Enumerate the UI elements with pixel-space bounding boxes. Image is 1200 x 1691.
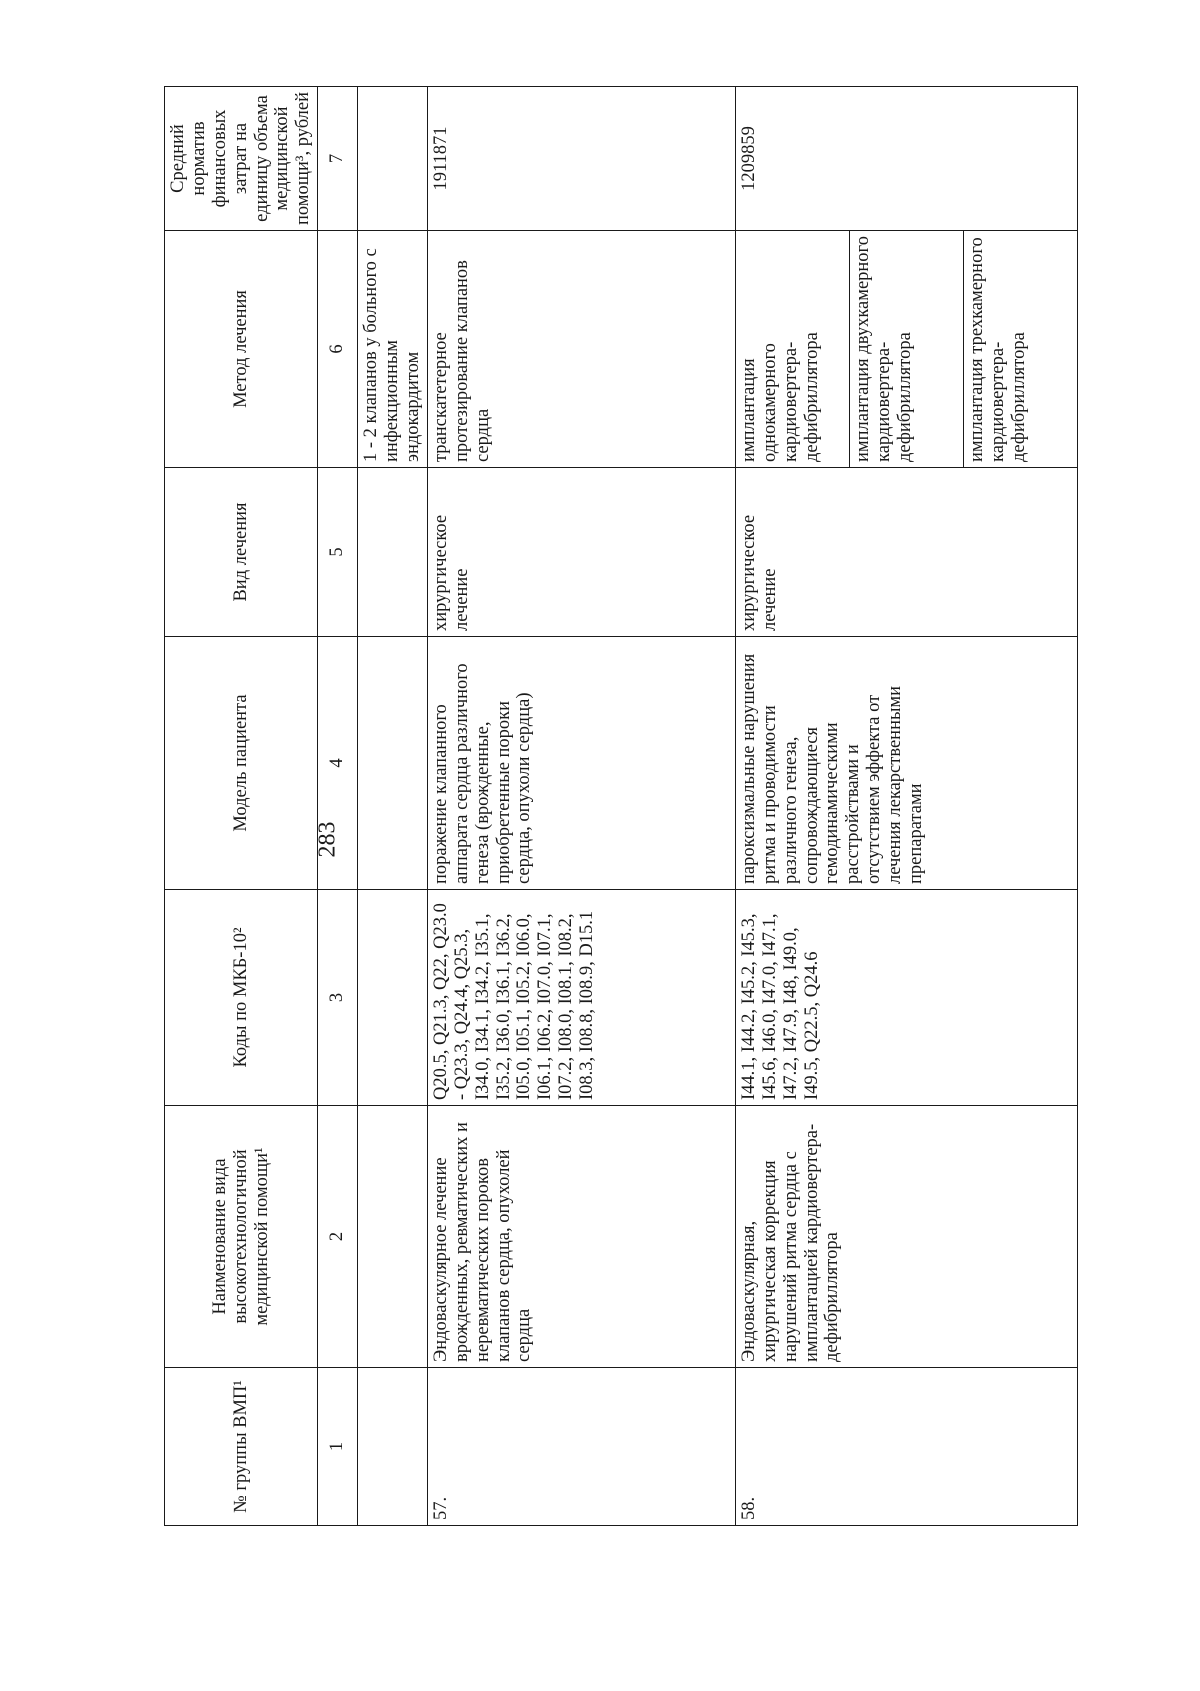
header-vmp-name: Наименование вида высокотехнологичной медицинской помощи¹	[165, 1106, 318, 1368]
empty-cell	[358, 637, 428, 890]
header-group-number: № группы ВМП¹	[165, 1368, 318, 1526]
treatment-type: хирургическое лечение	[427, 468, 735, 637]
column-number: 3	[318, 890, 358, 1106]
treatment-method: имплантация однокамерного кардиовертера-дефибриллятора	[735, 231, 849, 468]
page-number: 283	[314, 821, 341, 858]
header-cost: Средний норматив финансовых затрат на единицу объема медицинской помощи³, рублей	[165, 87, 318, 231]
group-number: 58.	[735, 1368, 1077, 1526]
column-number: 6	[318, 231, 358, 468]
empty-cell	[358, 87, 428, 231]
patient-model: пароксизмальные нарушения ритма и проводимости различного генеза, сопровождающиеся гемодинамическими расстройствами и отсутствием эффекта от лечения лекарственными препаратами	[735, 637, 1077, 890]
header-row	[165, 87, 318, 1526]
column-number-row	[318, 87, 358, 1526]
column-number: 5	[318, 468, 358, 637]
table-row-57	[427, 87, 735, 1526]
vmp-name: Эндоваскулярное лечение врожденных, ревматических и неревматических пороков клапанов сердца, опухолей сердца	[427, 1106, 735, 1368]
column-number: 2	[318, 1106, 358, 1368]
cost-value: 1911871	[427, 87, 735, 231]
header-treatment-type: Вид лечения	[165, 468, 318, 637]
group-number: 57.	[427, 1368, 735, 1526]
header-treatment-method: Метод лечения	[165, 231, 318, 468]
empty-cell	[358, 890, 428, 1106]
continuation-method: 1 - 2 клапанов у больного с инфекционным эндокардитом	[358, 231, 428, 468]
table-row-58	[735, 87, 849, 1526]
continuation-row	[358, 87, 428, 1526]
icd-codes: I44.1, I44.2, I45.2, I45.3, I45.6, I46.0, I47.0, I47.1, I47.2, I47.9, I48, I49.0, I49.5, Q22.5, Q24.6	[735, 890, 1077, 1106]
treatment-method: имплантация двухкамерного кардиовертера-дефибриллятора	[849, 231, 963, 468]
rotated-table-container	[164, 87, 1070, 1526]
column-number: 4	[318, 637, 358, 890]
empty-cell	[358, 1368, 428, 1526]
treatment-method: имплантация трехкамерного кардиовертера-дефибриллятора	[963, 231, 1077, 468]
empty-cell	[358, 468, 428, 637]
empty-cell	[358, 1106, 428, 1368]
vmp-name: Эндоваскулярная, хирургическая коррекция нарушений ритма сердца с имплантацией кардиовертера-дефибриллятора	[735, 1106, 1077, 1368]
header-icd-codes: Коды по МКБ-10²	[165, 890, 318, 1106]
treatment-type: хирургическое лечение	[735, 468, 1077, 637]
vmp-table	[164, 86, 1078, 1526]
column-number: 1	[318, 1368, 358, 1526]
header-patient-model: Модель пациента	[165, 637, 318, 890]
icd-codes: Q20.5, Q21.3, Q22, Q23.0 - Q23.3, Q24.4, Q25.3, I34.0, I34.1, I34.2, I35.1, I35.2, I36.0, I36.1, I36.2, I05.0, I05.1, I05.2, I06.0, I06.1, I06.2, I07.0, I07.1, I07.2, I08.0, I08.1, I08.2, I08.3, I08.8, I08.9, D15.1	[427, 890, 735, 1106]
cost-value: 1209859	[735, 87, 1077, 231]
treatment-method: транскатетерное протезирование клапанов сердца	[427, 231, 735, 468]
patient-model: поражение клапанного аппарата сердца различного генеза (врожденные, приобретенные пороки сердца, опухоли сердца)	[427, 637, 735, 890]
column-number: 7	[318, 87, 358, 231]
